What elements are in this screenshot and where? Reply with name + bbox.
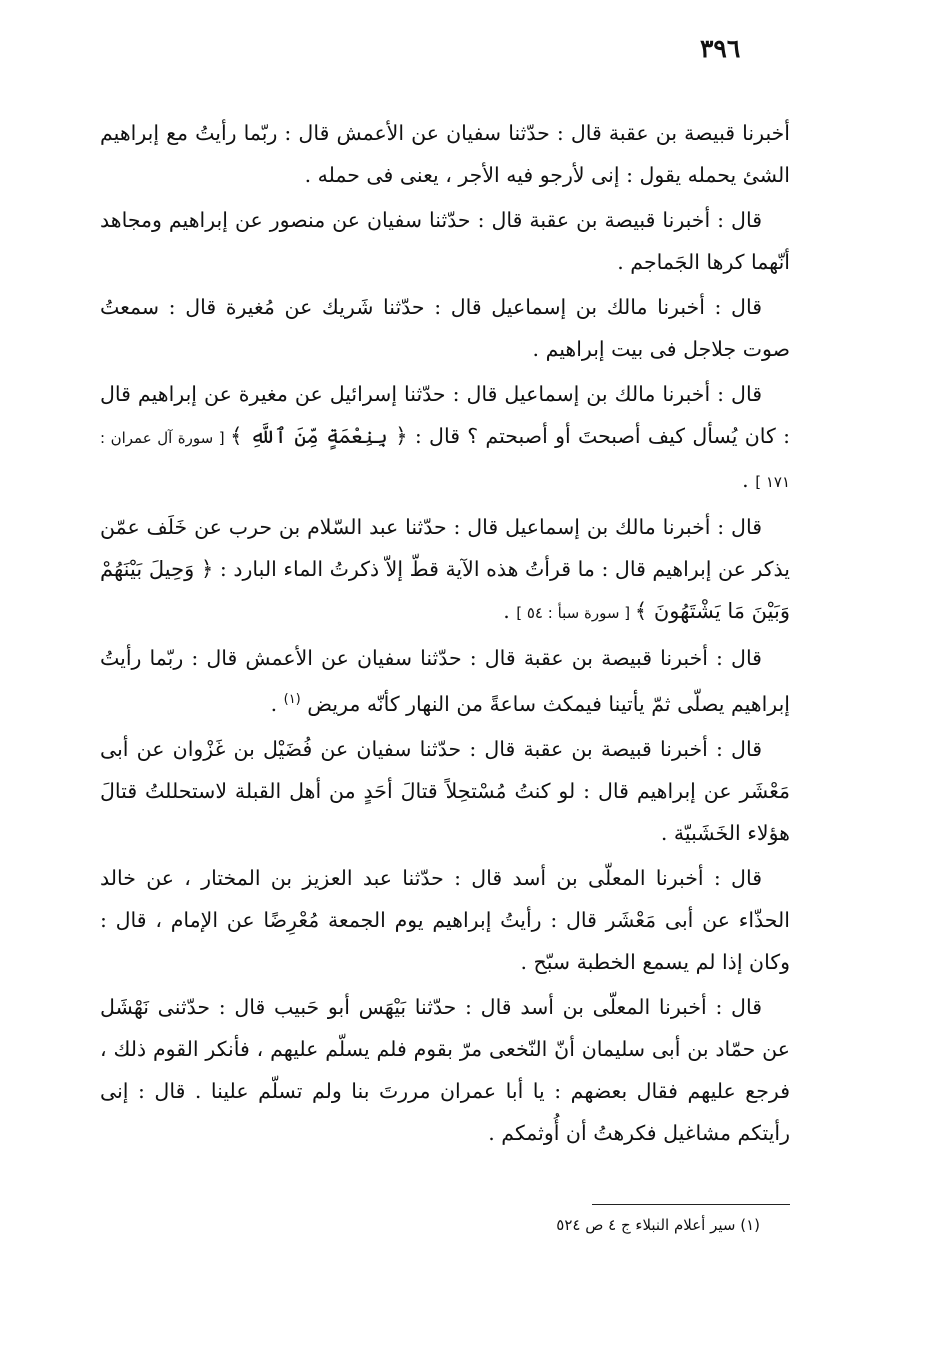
paragraph-end: . [270,691,284,716]
paragraph-end: . [503,599,517,623]
paragraph-8 [100,857,790,983]
paragraph-3 [100,286,790,370]
quran-verse: ﴿ وَحِيلَ بَيْنَهُمْ وَبَيْنَ مَا يَشْتَهُونَ ﴾ [100,557,790,623]
main-text [100,112,790,1157]
paragraph-text: قال : أخبرنا قبيصة بن عقبة قال : حدّثنا سفيان عن الأعمش قال : ربّما رأيتُ إبراهيم يصلّى ثمّ يأتينا فيمكث ساعةً من النهار كأنّه مريض [100,646,790,716]
paragraph-5 [100,506,790,634]
footnote: (١) سير أعلام النبلاء ج ٤ ص ٥٢٤ [556,1216,760,1234]
paragraph-text: قال : أخبرنا مالك بن إسماعيل قال : حدّثنا عبد السّلام بن حرب عن خَلَف عمّن يذكر عن إبراهيم قال : ما قرأتُ هذه الآية قطّ إلاّ ذكرتُ الماء البارد : [100,515,790,581]
paragraph-4 [100,373,790,503]
quran-verse: ﴿ بِنِعْمَةٍ مِّنَ ٱللَّهِ ﴾ [230,424,408,448]
surah-reference: [ سورة سبأ : ٥٤ ] [516,604,635,622]
paragraph-text: قال : أخبرنا المعلّى بن أسد قال : حدّثنا بَيْهَس أبو حَبيب قال : حدّثنى نَهْشَل عن حمّاد بن أبى سليمان أنّ النّخعى مرّ بقوم فلم يسلّم عليهم ، فأنكر القوم ذلك ، فرجع عليهم فقال بعضهم : يا أبا عمران مررتَ بنا ولم تسلّم علينا . قال : إنى رأيتكم مشاغيل فكرهتُ أن أُوثمكم . [100,994,790,1145]
footnote-marker: (١) [283,692,301,707]
paragraph-text: قال : أخبرنا المعلّى بن أسد قال : حدّثنا عبد العزيز بن المختار ، عن خالد الحذّاء عن أبى مَعْشَر قال : رأيتُ إبراهيم يوم الجمعة مُعْرِضًا عن الإمام ، قال : وكان إذا لم يسمع الخطبة سبّح . [100,865,790,974]
paragraph-text: أخبرنا قبيصة بن عقبة قال : حدّثنا سفيان عن الأعمش قال : ربّما رأيتُ مع إبراهيم الشئ يحمله يقول : إنى لأرجو فيه الأجر ، يعنى فى حمله . [100,121,790,187]
paragraph-text: قال : أخبرنا قبيصة بن عقبة قال : حدّثنا سفيان عن منصور عن إبراهيم ومجاهد أنّهما كرها الجَماجم . [100,208,790,274]
page-number: ٣٩٦ [700,34,741,63]
paragraph-text: قال : أخبرنا مالك بن إسماعيل قال : حدّثنا شَريك عن مُغيرة قال : سمعتُ صوت جلاجل فى بيت إبراهيم . [100,295,790,361]
footnote-divider [592,1204,790,1205]
paragraph-9 [100,986,790,1154]
paragraph-2 [100,199,790,283]
paragraph-text: قال : أخبرنا قبيصة بن عقبة قال : حدّثنا سفيان عن فُضَيْل بن غَزْوان عن أبى مَعْشَر عن إبراهيم قال : لو كنتُ مُسْتحِلاً قتالَ أحَدٍ من أهل القبلة لاستحللتُ قتالَ هؤلاء الخَشَبيّة . [100,736,790,845]
paragraph-end: . [742,468,756,492]
paragraph-6 [100,637,790,725]
surah-reference: [ سورة آل عمران : ١٧١ ] [100,429,790,491]
paragraph-text: قال : أخبرنا مالك بن إسماعيل قال : حدّثنا إسرائيل عن مغيرة عن إبراهيم قال : كان يُسأل كيف أصبحتَ أو أصبحتم ؟ قال : [100,382,790,448]
paragraph-7 [100,728,790,854]
paragraph-1 [100,112,790,196]
